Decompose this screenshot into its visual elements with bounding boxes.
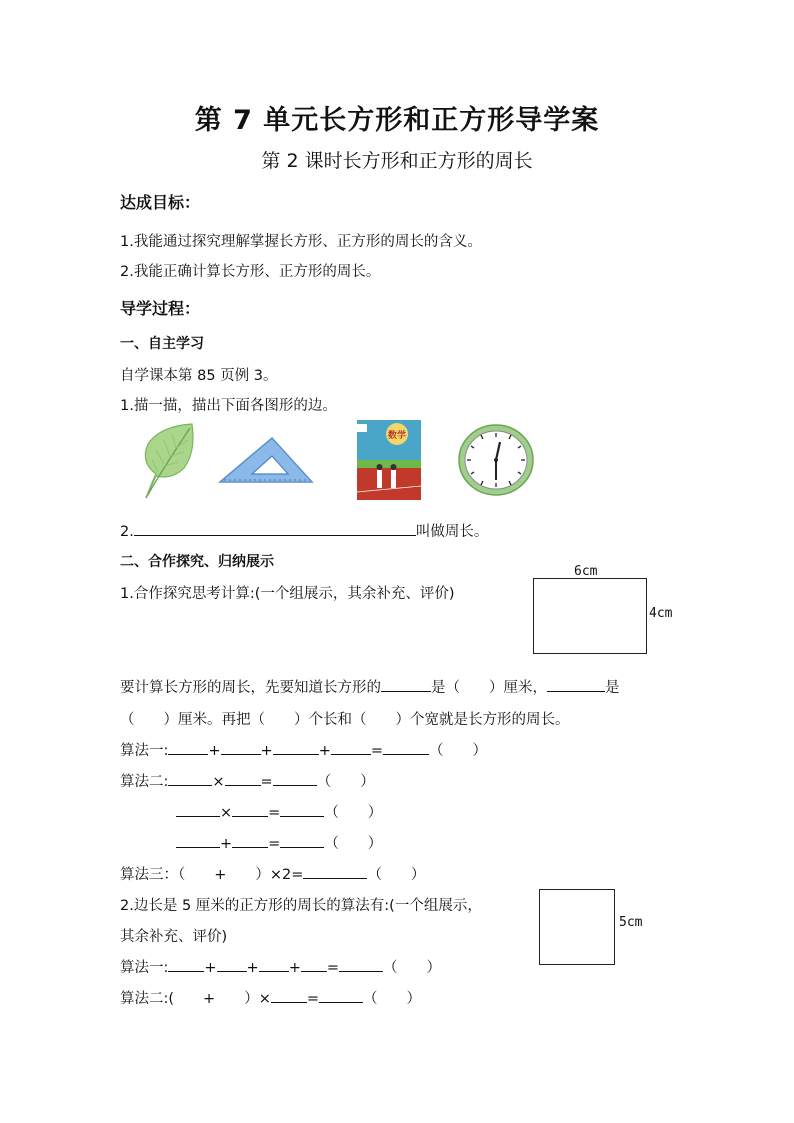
section2-q2-line1: 2.边长是 5 厘米的正方形的周长的算法有:(一个组展示， bbox=[120, 898, 482, 914]
goal-item-1: 1.我能通过探究理解掌握长方形、正方形的周长的含义。 bbox=[120, 234, 482, 250]
equals-sign: = bbox=[260, 774, 273, 790]
square-m1-blank-4[interactable] bbox=[301, 957, 327, 972]
method2-row-2 bbox=[176, 801, 382, 822]
method3-row bbox=[120, 863, 425, 884]
fill1-blank-2[interactable] bbox=[547, 677, 605, 692]
section1-intro: 自学课本第 85 页例 3。 bbox=[120, 368, 278, 384]
method1-blank-2[interactable] bbox=[221, 740, 261, 755]
plus-sign: + bbox=[260, 743, 273, 759]
method1-unit: （ ） bbox=[429, 743, 488, 759]
section1-q1: 1.描一描，描出下面各图形的边。 bbox=[120, 398, 337, 414]
fill-line-2: （ ）厘米。再把（ ）个长和（ ）个宽就是长方形的周长。 bbox=[120, 712, 570, 728]
times-sign: × bbox=[212, 774, 225, 790]
method2-blank-4[interactable] bbox=[232, 802, 268, 817]
textbook-image bbox=[357, 420, 421, 500]
page-subtitle: 第 2 课时长方形和正方形的周长 bbox=[261, 150, 533, 172]
method3-unit: （ ） bbox=[367, 867, 426, 883]
method2-unit-2: （ ） bbox=[324, 805, 383, 821]
q2-suffix: 叫做周长。 bbox=[415, 524, 489, 540]
square-figure bbox=[539, 889, 615, 965]
method2-label: 算法二: bbox=[120, 774, 169, 790]
square-m1-blank-3[interactable] bbox=[259, 957, 289, 972]
rectangle-figure bbox=[533, 578, 647, 654]
method1-blank-3[interactable] bbox=[273, 740, 319, 755]
square-side-label: 5cm bbox=[619, 915, 643, 930]
q2-prefix: 2. bbox=[120, 524, 134, 540]
plus-sign: + bbox=[318, 743, 331, 759]
method2-blank-1[interactable] bbox=[168, 771, 212, 786]
method2-row-3 bbox=[176, 832, 382, 853]
method2-unit-3: （ ） bbox=[324, 836, 383, 852]
square-method1-unit: （ ） bbox=[383, 960, 442, 976]
section2-heading: 二、合作探究、归纳展示 bbox=[120, 554, 274, 570]
section2-q2-line2: 其余补充、评价) bbox=[120, 929, 228, 945]
square-m1-blank-2[interactable] bbox=[217, 957, 247, 972]
equals-sign: = bbox=[268, 836, 281, 852]
plus-sign: + bbox=[220, 836, 233, 852]
method2-unit-1: （ ） bbox=[316, 774, 375, 790]
plus-sign: + bbox=[208, 743, 221, 759]
method1-row bbox=[120, 739, 487, 760]
square-method1-row bbox=[120, 956, 441, 977]
clock-image bbox=[456, 422, 536, 498]
leaf-image bbox=[138, 422, 198, 502]
method3-label: 算法三： bbox=[120, 867, 178, 883]
method2-result-1[interactable] bbox=[273, 771, 317, 786]
equals-sign: = bbox=[268, 805, 281, 821]
square-m2-result[interactable] bbox=[319, 988, 363, 1003]
method2-result-3[interactable] bbox=[280, 833, 324, 848]
equals-sign: = bbox=[326, 960, 340, 976]
method3-result-blank[interactable] bbox=[303, 864, 367, 879]
q2-answer-blank[interactable] bbox=[134, 521, 416, 536]
fill1-blank-1[interactable] bbox=[381, 677, 431, 692]
section1-heading: 一、自主学习 bbox=[120, 336, 204, 352]
goal-item-2: 2.我能正确计算长方形、正方形的周长。 bbox=[120, 264, 381, 280]
plus-sign: + bbox=[204, 960, 217, 976]
method1-label: 算法一: bbox=[120, 743, 169, 759]
method2-blank-3[interactable] bbox=[176, 802, 220, 817]
method1-result-blank[interactable] bbox=[383, 740, 429, 755]
goals-heading: 达成目标： bbox=[120, 193, 201, 212]
fill-line-1 bbox=[120, 676, 620, 697]
square-method2-unit: （ ） bbox=[363, 991, 422, 1007]
method2-blank-5[interactable] bbox=[176, 833, 220, 848]
method2-result-2[interactable] bbox=[280, 802, 324, 817]
plus-sign: + bbox=[246, 960, 259, 976]
triangle-ruler-image bbox=[216, 434, 314, 486]
square-m2-blank-1[interactable] bbox=[271, 988, 307, 1003]
fill1-text-a: 要计算长方形的周长，先要知道长方形的 bbox=[120, 680, 381, 696]
fill1-text-c: 是 bbox=[605, 680, 620, 696]
square-method2-label: 算法二: bbox=[120, 991, 169, 1007]
method2-blank-2[interactable] bbox=[225, 771, 261, 786]
method3-formula: （ + ）×2= bbox=[178, 867, 304, 883]
process-heading: 导学过程： bbox=[120, 299, 201, 318]
page-title: 第 7 单元长方形和正方形导学案 bbox=[194, 105, 600, 136]
plus-sign: + bbox=[288, 960, 301, 976]
rect-width-label: 6cm bbox=[574, 564, 598, 579]
method2-blank-6[interactable] bbox=[232, 833, 268, 848]
square-m1-blank-1[interactable] bbox=[168, 957, 204, 972]
method2-row-1 bbox=[120, 770, 375, 791]
square-m1-result[interactable] bbox=[339, 957, 383, 972]
times-sign: × bbox=[220, 805, 233, 821]
square-method2-row bbox=[120, 987, 421, 1008]
rect-height-label: 4cm bbox=[649, 606, 673, 621]
fill1-text-b: 是（ ）厘米， bbox=[431, 680, 547, 696]
equals-sign: = bbox=[370, 743, 384, 759]
square-method1-label: 算法一: bbox=[120, 960, 169, 976]
section2-q1: 1.合作探究思考计算:(一个组展示，其余补充、评价) bbox=[120, 586, 455, 602]
equals-sign: = bbox=[306, 991, 320, 1007]
book-title-label: 数学 bbox=[387, 431, 407, 441]
method1-blank-1[interactable] bbox=[168, 740, 208, 755]
square-method2-formula: ( + ）× bbox=[168, 991, 271, 1007]
section1-q2 bbox=[120, 520, 488, 541]
method1-blank-4[interactable] bbox=[331, 740, 371, 755]
